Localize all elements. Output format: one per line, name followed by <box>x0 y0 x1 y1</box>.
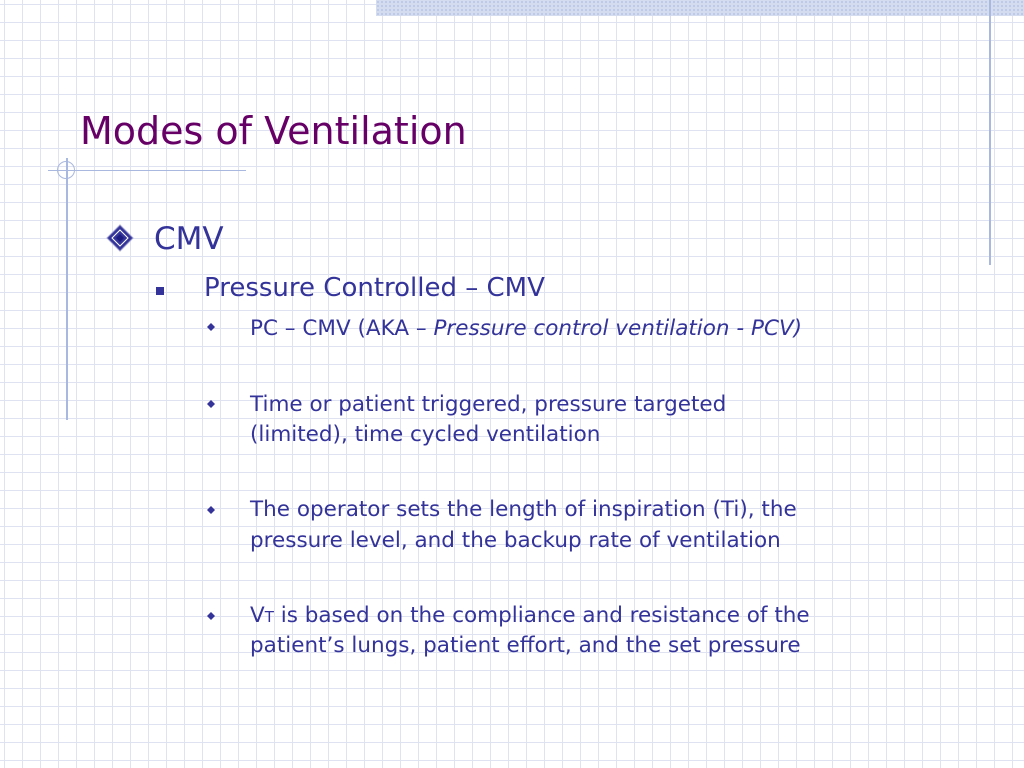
title-underline <box>48 170 246 171</box>
bullet-4-rest: is based on the compliance and resistance of the <box>273 603 810 628</box>
bullet-4-line2: patient’s lungs, patient effort, and the set pressure <box>250 633 801 658</box>
bullet-3-line1: The operator sets the length of inspiration (Ti), the <box>250 497 797 522</box>
bullet-4-t: T <box>264 608 274 626</box>
small-diamond-bullet-icon <box>207 400 215 408</box>
bullet-2-line2: (limited), time cycled ventilation <box>250 422 601 447</box>
bullet-1-italic: Pressure control ventilation - PCV) <box>433 316 803 341</box>
small-diamond-bullet-icon <box>207 506 215 514</box>
small-diamond-bullet-icon <box>207 612 215 620</box>
bullet-2-line1: Time or patient triggered, pressure targeted <box>250 392 727 417</box>
bullet-4-v: V <box>250 603 265 628</box>
level1-text: CMV <box>154 221 224 257</box>
small-diamond-bullet-icon <box>207 323 215 331</box>
bullet-3-line2: pressure level, and the backup rate of ventilation <box>250 528 781 553</box>
right-accent-line <box>989 0 991 265</box>
diamond-bullet-icon <box>106 224 134 252</box>
square-bullet-icon <box>156 287 164 295</box>
header-band <box>376 0 1024 16</box>
accent-circle <box>57 161 75 179</box>
bullet-1-prefix: PC – CMV (AKA – <box>250 316 434 341</box>
left-accent-line <box>66 158 68 420</box>
slide-title: Modes of Ventilation <box>80 109 467 153</box>
bullet-1 <box>250 313 802 344</box>
level2-text: Pressure Controlled – CMV <box>204 273 545 303</box>
bullet-4-line1 <box>250 600 810 633</box>
